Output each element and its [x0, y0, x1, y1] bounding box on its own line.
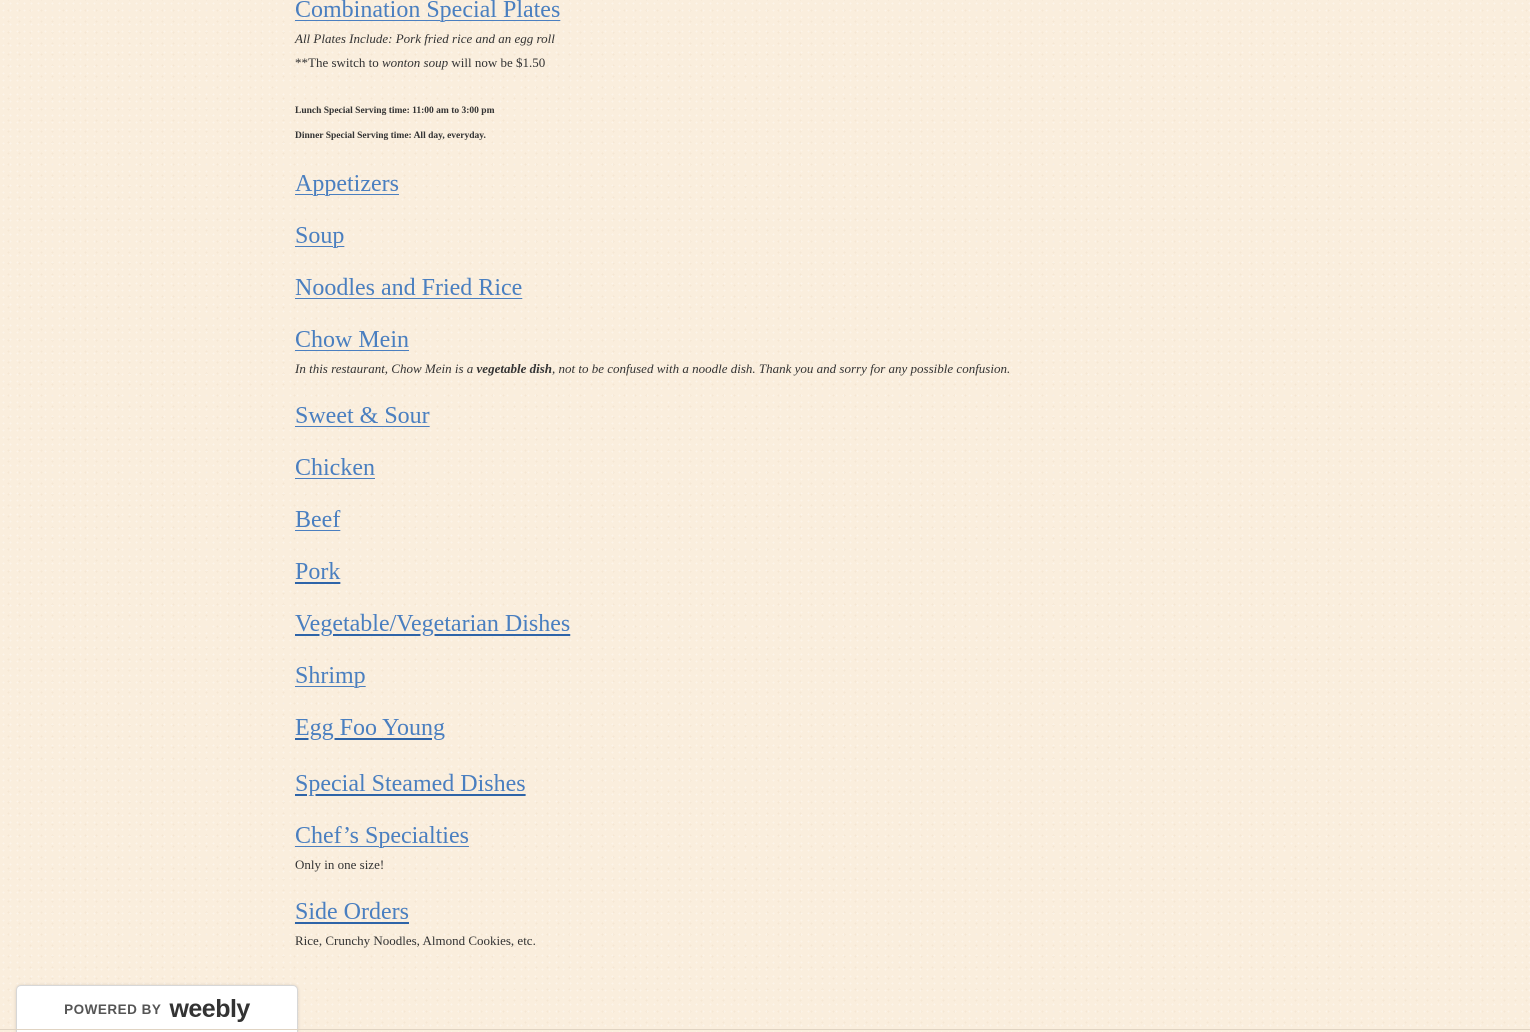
- powered-by-label: POWERED BY: [64, 1002, 162, 1017]
- chow-mein-note-prefix: In this restaurant, Chow Mein is a: [295, 361, 477, 376]
- page-bottom-divider: [0, 1029, 1530, 1030]
- link-vegetable-dishes[interactable]: Vegetable/Vegetarian Dishes: [295, 611, 571, 637]
- wonton-switch-suffix: will now be $1.50: [448, 55, 546, 70]
- link-egg-foo-young[interactable]: Egg Foo Young: [295, 715, 446, 741]
- chefs-specialties-note: Only in one size!: [295, 857, 385, 872]
- link-beef[interactable]: Beef: [295, 507, 341, 533]
- lunch-serving-time: Lunch Special Serving time: 11:00 am to 3:00 pm: [295, 106, 495, 116]
- chow-mein-note: [295, 361, 1010, 377]
- link-sweet-sour[interactable]: Sweet & Sour: [295, 403, 430, 429]
- chow-mein-note-bold: vegetable dish: [476, 361, 552, 376]
- wonton-switch-note: [295, 55, 545, 71]
- weebly-logo: weebly: [169, 995, 250, 1023]
- powered-by-weebly-badge[interactable]: [16, 985, 298, 1032]
- combination-includes-text: All Plates Include: Pork fried rice and an egg roll: [295, 31, 555, 46]
- link-side-orders[interactable]: Side Orders: [295, 899, 409, 925]
- link-shrimp[interactable]: Shrimp: [295, 663, 366, 689]
- side-orders-note: Rice, Crunchy Noodles, Almond Cookies, etc.: [295, 933, 536, 948]
- link-chefs-specialties[interactable]: Chef’s Specialties: [295, 823, 469, 849]
- link-soup[interactable]: Soup: [295, 223, 345, 249]
- link-special-steamed-dishes[interactable]: Special Steamed Dishes: [295, 771, 526, 797]
- link-appetizers[interactable]: Appetizers: [295, 171, 399, 197]
- chow-mein-note-suffix: , not to be confused with a noodle dish. Thank you and sorry for any possible confusion.: [552, 361, 1011, 376]
- link-pork[interactable]: Pork: [295, 559, 341, 585]
- link-chow-mein[interactable]: Chow Mein: [295, 327, 409, 353]
- dinner-serving-time: Dinner Special Serving time: All day, everyday.: [295, 131, 486, 141]
- wonton-switch-item: wonton soup: [382, 55, 449, 70]
- wonton-switch-prefix: **The switch to: [295, 55, 383, 70]
- link-combination-special-plates[interactable]: Combination Special Plates: [295, 0, 561, 23]
- link-chicken[interactable]: Chicken: [295, 455, 375, 481]
- link-noodles-fried-rice[interactable]: Noodles and Fried Rice: [295, 275, 523, 301]
